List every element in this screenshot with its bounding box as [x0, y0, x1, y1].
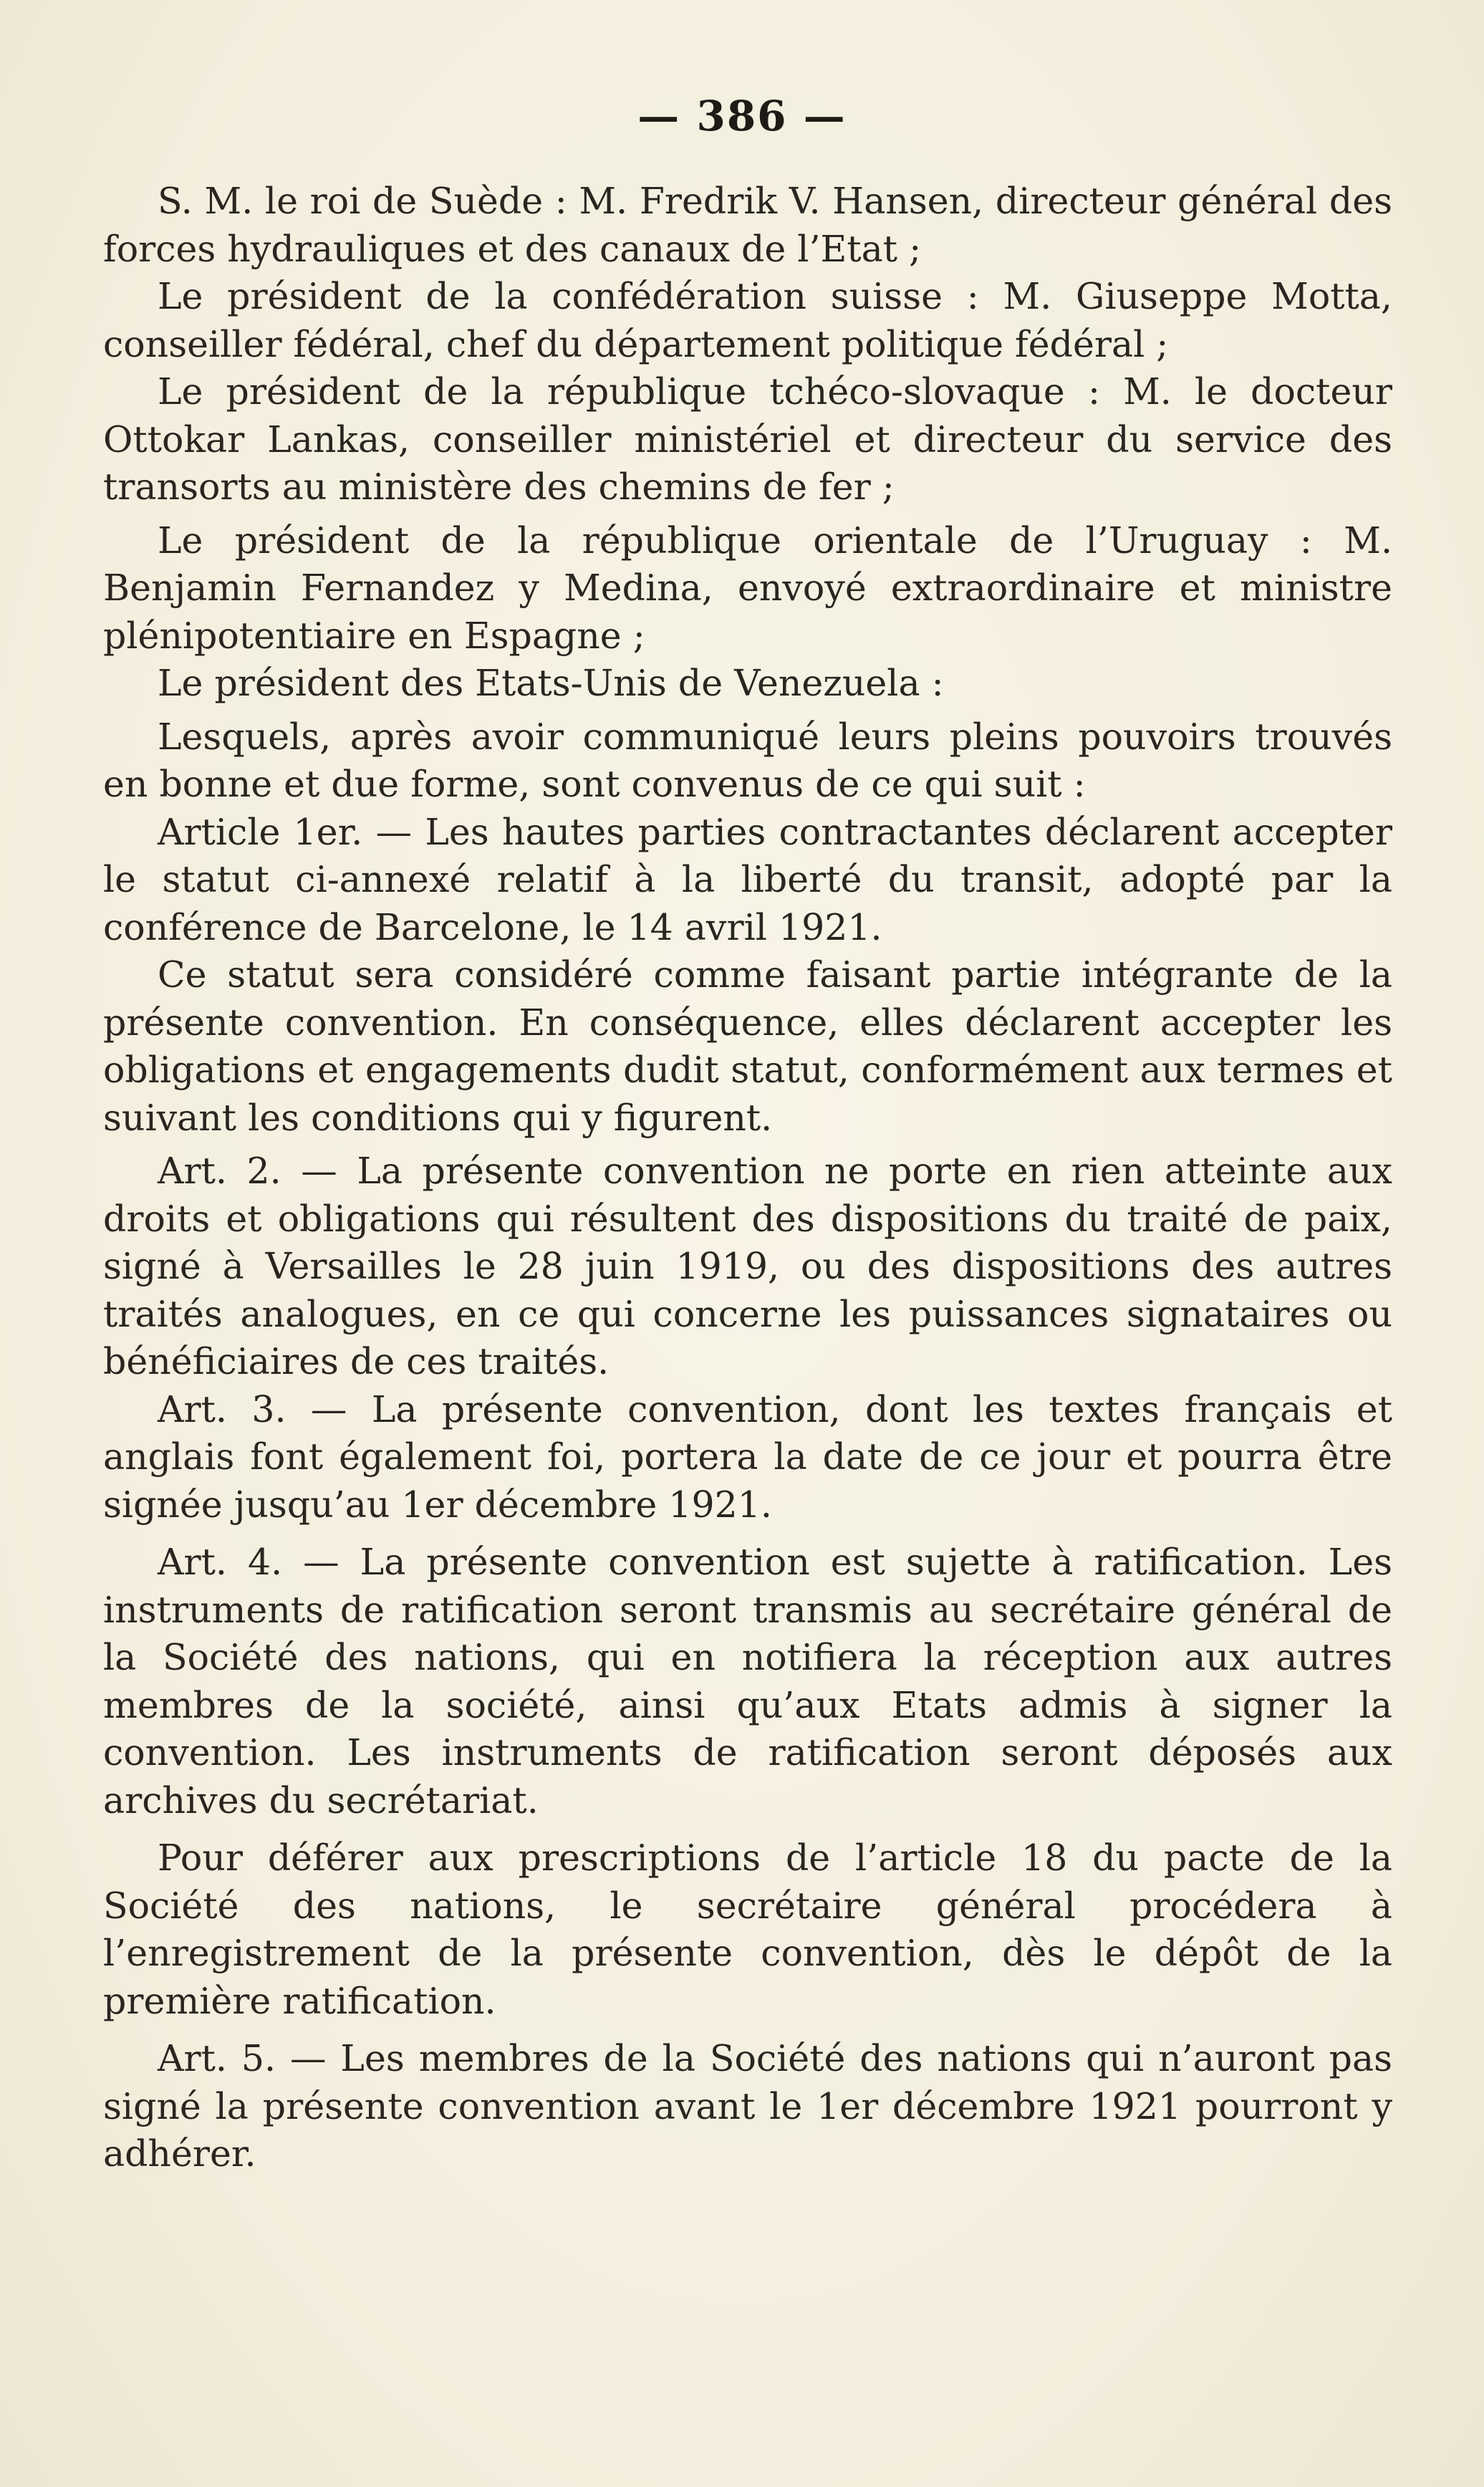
paragraph-article-3: Art. 3. — La présente convention, dont les textes français et anglais font également foi, portera la date de ce jour et pourra être signée jusqu’au 1er décembre 1921. — [103, 1387, 1392, 1526]
paragraph-registration: Pour déférer aux prescriptions de l’article 18 du pacte de la Société des nations, le secrétaire général procédera à l’enregistrement de la présente convention, dès le dépôt de la première ratification. — [103, 1837, 1392, 2022]
paragraph-article-1: Article 1er. — Les hautes parties contractantes déclarent accepter le statut ci-annexé relatif à la liberté du transit, adopté par la conférence de Barcelone, le 14 avril 1921. — [103, 810, 1392, 948]
paragraph-statute: Ce statut sera considéré comme faisant partie intégrante de la présente convention. En conséquence, elles déclarent accepter les obligations et engagements dudit statut, conformément aux termes et suivant les conditions qui y figurent. — [103, 953, 1392, 1139]
paragraph-uruguay: Le président de la république orientale de l’Uruguay : M. Benjamin Fernandez y Medina, envoyé extraordinaire et ministre plénipotentiaire en Espagne ; — [103, 519, 1392, 657]
paragraph-article-4: Art. 4. — La présente convention est sujette à ratification. Les instruments de ratification seront transmis au secrétaire général de la Société des nations, qui en notifiera la réception aux autres membres de la société, ainsi qu’aux Etats admis à signer la convention. Les instruments de ratification seront déposés aux archives du secrétariat. — [103, 1541, 1392, 1822]
page-number: — 386 — — [637, 92, 847, 140]
document-body — [103, 178, 1392, 2178]
paragraph-sweden: S. M. le roi de Suède : M. Fredrik V. Hansen, directeur général des forces hydrauliques et des canaux de l’Etat ; — [103, 180, 1392, 270]
paragraph-article-5: Art. 5. — Les membres de la Société des nations qui n’auront pas signé la présente convention avant le 1er décembre 1921 pourront y adhérer. — [103, 2037, 1392, 2175]
paragraph-switzerland: Le président de la confédération suisse : M. Giuseppe Motta, conseiller fédéral, chef du département politique fédéral ; — [103, 275, 1392, 365]
paragraph-preamble-close: Lesquels, après avoir communiqué leurs pleins pouvoirs trouvés en bonne et due forme, sont convenus de ce qui suit : — [103, 715, 1392, 805]
paragraph-venezuela: Le président des Etats-Unis de Venezuela : — [158, 662, 944, 704]
paragraph-article-2: Art. 2. — La présente convention ne porte en rien atteinte aux droits et obligations qui résultent des dispositions du traité de paix, signé à Versailles le 28 juin 1919, ou des dispositions des autres traités analogues, en ce qui concerne les puissances signataires ou bénéficiaires de ces traités. — [103, 1150, 1392, 1382]
paragraph-czechoslovakia: Le président de la république tchéco-slovaque : M. le docteur Ottokar Lankas, conseiller ministériel et directeur du service des transorts au ministère des chemins de fer ; — [103, 370, 1392, 508]
